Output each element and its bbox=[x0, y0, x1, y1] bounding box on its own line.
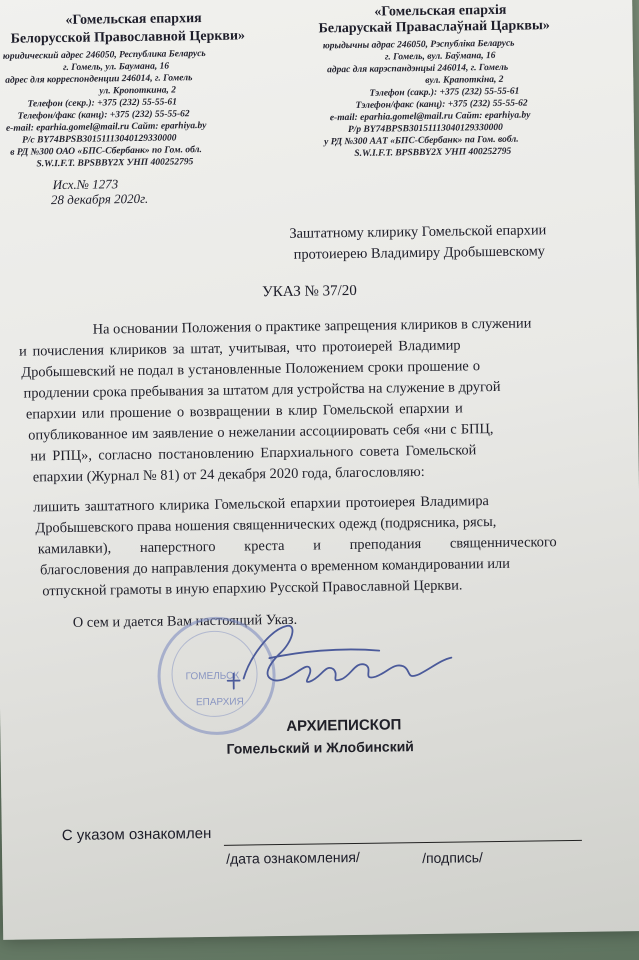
header-left-line: Телефон (секр.): +375 (232) 55-55-61 bbox=[27, 97, 178, 110]
paragraph-line: лишить заштатного клирика Гомельской епархии протоиерея Владимира bbox=[33, 493, 489, 516]
acknowledgement-line bbox=[224, 840, 582, 846]
header-left-line: e-mail: eparhia.gomel@mail.ru Сайт: eparhiya.by bbox=[5, 120, 207, 134]
header-right-line: Тэлефон (сакр.): +375 (232) 55-55-61 bbox=[369, 86, 520, 99]
paragraph-line: и почисления клириков за штат, учитывая, что протоиерей Владимир bbox=[18, 337, 461, 360]
seal-text: ГОМЕЛЬСК bbox=[185, 670, 240, 683]
header-right-line: «Гомельская епархія bbox=[374, 2, 507, 20]
header-right-line: Р/р BY74BPSB30151113040129330000 bbox=[347, 122, 503, 136]
header-left-line: юридический адрес 246050, Республика Беларусь bbox=[2, 48, 206, 62]
paragraph-line: благословения до направления документа о временном командировании или bbox=[39, 555, 510, 579]
sign-caption: /подпись/ bbox=[422, 849, 483, 867]
header-left-line: адрес для корреспонденции 246014, г. Гомель bbox=[5, 73, 193, 86]
header-right-line: e-mail: eparhia.gomel@mail.ru Сайт: eparhiya.by bbox=[329, 110, 531, 124]
date-caption: /дата ознакомления/ bbox=[226, 848, 360, 867]
paragraph-line: ни РПЦ», согласно постановлению Епархиального совета Гомельской bbox=[30, 442, 477, 465]
header-left-line: S.W.I.F.T. BPSBBY2X УНП 400252795 bbox=[36, 157, 194, 170]
paragraph-line: продлении срока пребывания за штатом для устройства на служение в другой bbox=[23, 378, 501, 402]
handwritten-signature bbox=[209, 616, 460, 709]
decree-title: УКАЗ № 37/20 bbox=[262, 282, 357, 301]
paragraph-line: епархии или прошение о возвращении в клир Гомельской епархии и bbox=[25, 400, 463, 423]
header-right-line: юрыдычны адрас 246050, Рэспубліка Беларусь bbox=[322, 38, 515, 52]
addressee-line: Заштатному клирику Гомельской епархии bbox=[289, 222, 547, 242]
header-left-line: Телефон/факс (канц): +375 (232) 55-55-62 bbox=[17, 109, 190, 122]
paragraph-line: Дробышевского права ношения священнических одежд (подрясника, рясы, bbox=[35, 513, 497, 537]
header-right-line: адрас для карэспандэнцыі 246014, г. Гомель bbox=[327, 62, 509, 76]
header-left-line: Р/с BY74BPSB30151113040129330000 bbox=[22, 133, 177, 146]
header-left-line: в РД №300 ОАО «БПС-Сбербанк» по Гом. обл. bbox=[10, 145, 202, 158]
paragraph-line: опубликованное им заявление о нежелании ассоциировать себя «ни с БПЦ, bbox=[28, 421, 494, 444]
paragraph-line: епархии (Журнал № 81) от 24 декабря 2020 года, благословляю: bbox=[32, 463, 425, 486]
paragraph-line: камилавки), наперстного креста и преподания священнического bbox=[37, 534, 557, 558]
header-right-line: S.W.I.F.T. BPSBBY2X УНП 400252795 bbox=[354, 146, 512, 159]
signer-subtitle: Гомельский и Жлобинский bbox=[226, 738, 414, 757]
header-left-line: ул. Кропоткина, 2 bbox=[99, 85, 177, 97]
header-left-line: г. Гомель, ул. Баумана, 16 bbox=[62, 61, 170, 73]
header-left-line: Белорусской Православной Церкви» bbox=[10, 28, 246, 47]
header-right-line: Беларускай Праваслаўнай Царквы» bbox=[318, 18, 550, 37]
header-right-line: у РД №300 ААТ «БПС-Сбербанк» па Гом. вобл. bbox=[324, 134, 519, 148]
header-right-line: Тэлефон/факс (канц): +375 (232) 55-55-62 bbox=[355, 98, 528, 111]
seal-text: ЕПАРХИЯ bbox=[195, 696, 244, 709]
outgoing-number: Исх.№ 1273 bbox=[52, 176, 119, 193]
acknowledgement-label: С указом ознакомлен bbox=[61, 824, 212, 845]
closing-line: О сем и дается Вам настоящий Указ. bbox=[72, 611, 298, 631]
paragraph-line: На основании Положения о практике запрещения клириков в служении bbox=[92, 315, 532, 338]
header-right-line: г. Гомель, вул. Баўмана, 16 bbox=[384, 50, 496, 63]
header-right-line: вул. Крапоткіна, 2 bbox=[425, 74, 504, 86]
addressee-line: протоиерею Владимиру Дробышевскому bbox=[293, 243, 546, 263]
signer-title: АРХИЕПИСКОП bbox=[286, 716, 402, 735]
header-left-line: «Гомельская епархия bbox=[65, 11, 202, 28]
outgoing-date: 28 декабря 2020г. bbox=[50, 190, 149, 208]
paragraph-line: Дробышевский не подал в установленные Положением сроки прошение о bbox=[21, 358, 481, 381]
paragraph-line: отпускной грамоты в иную епархию Русской Православной Церкви. bbox=[42, 577, 463, 600]
